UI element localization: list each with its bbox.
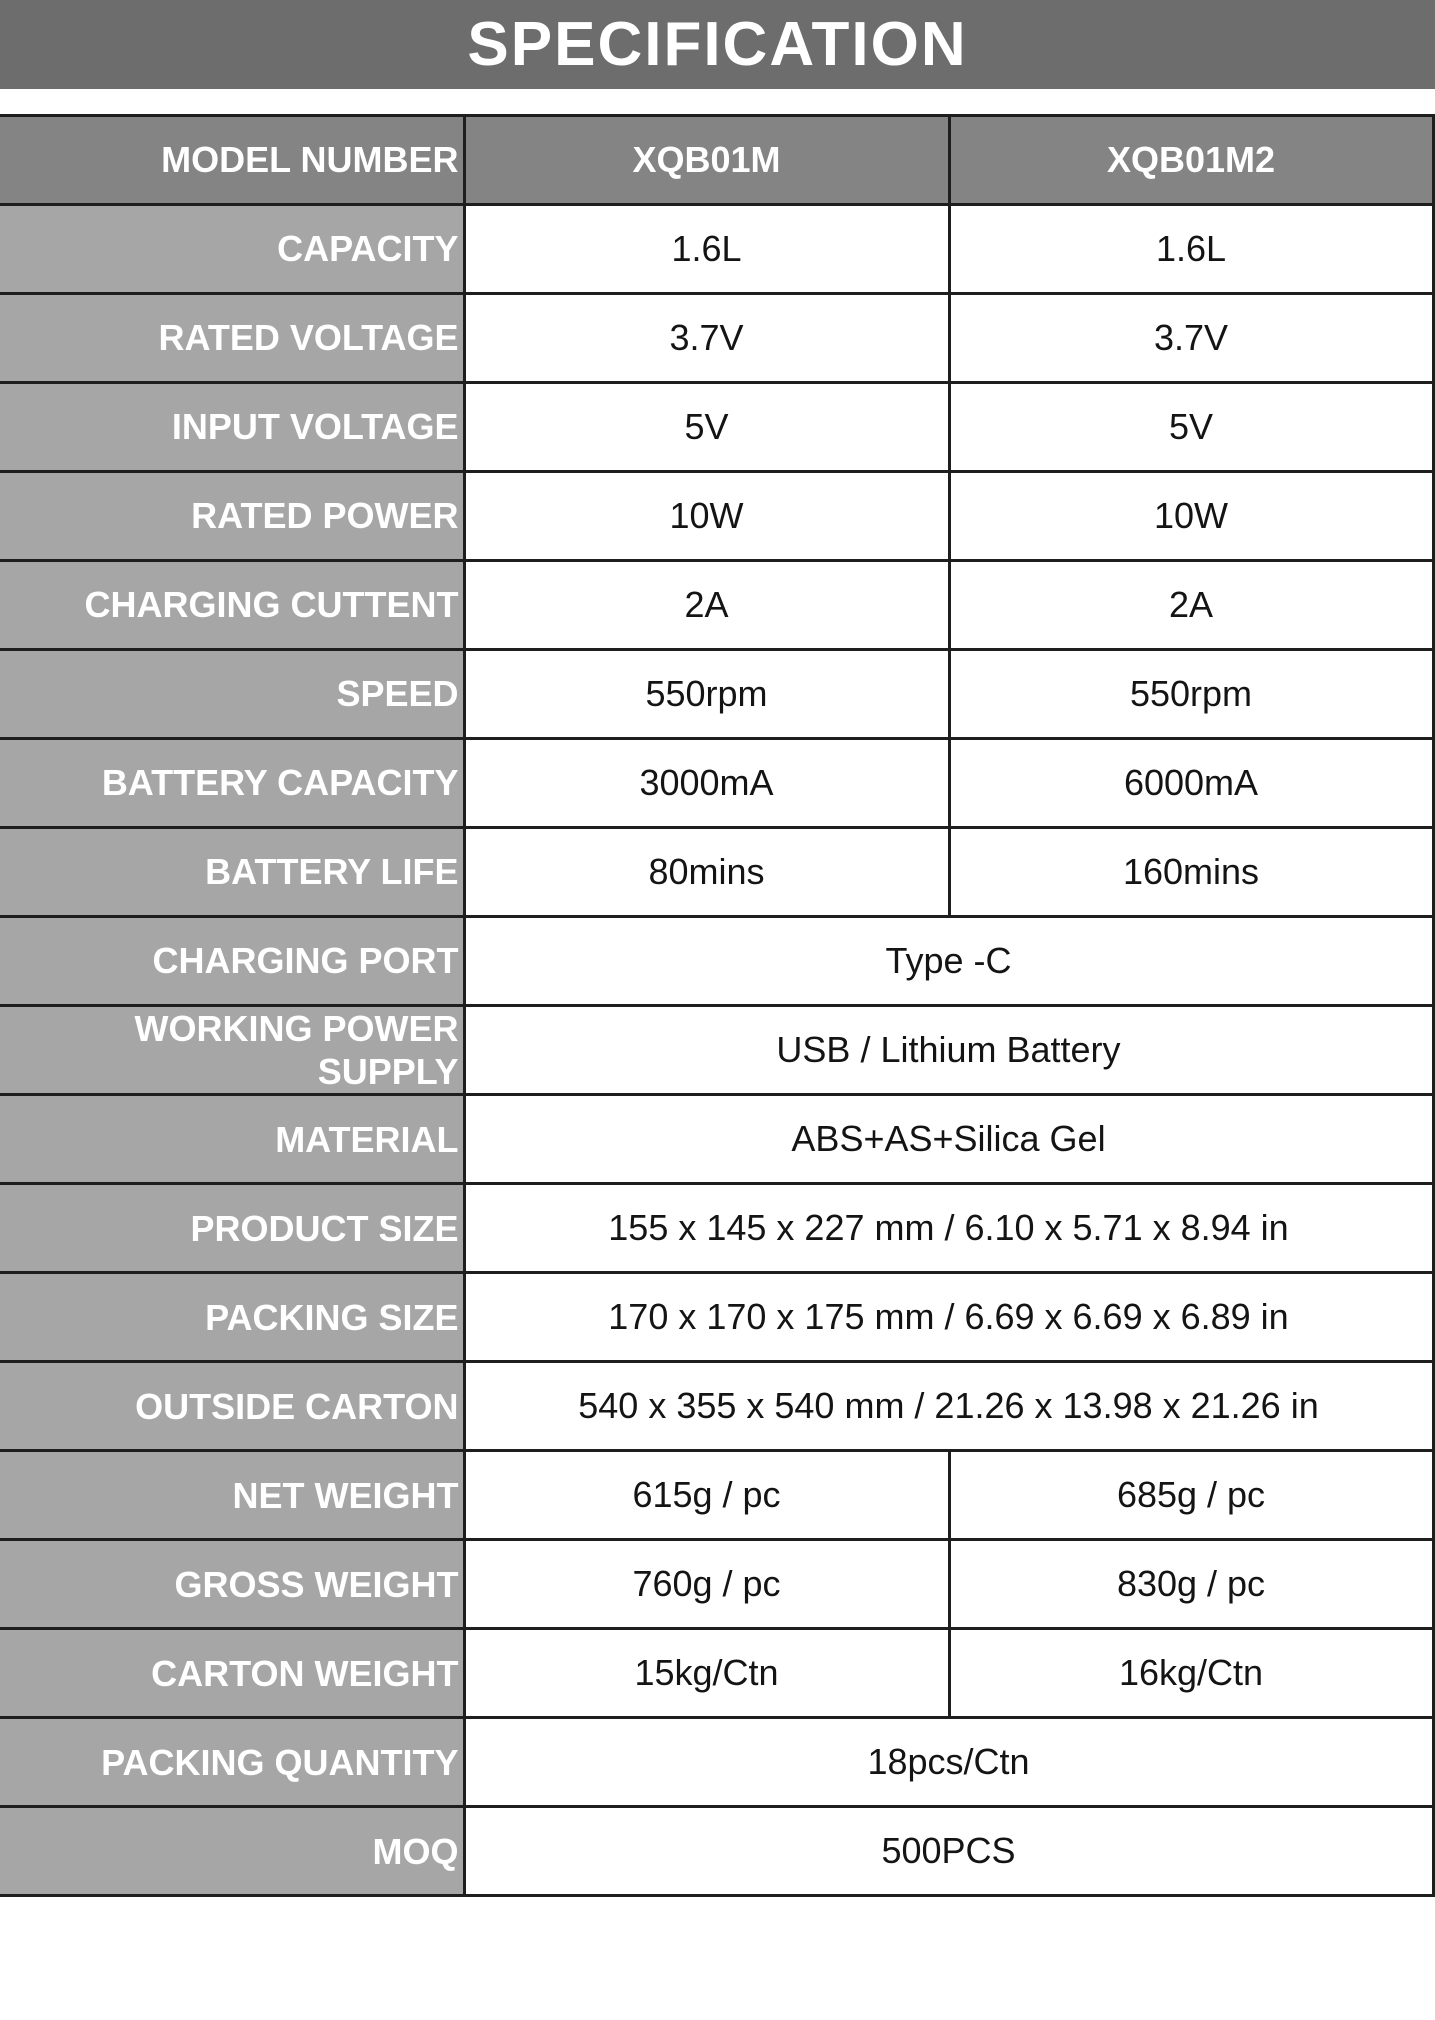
title-banner [0, 0, 1435, 89]
row-label [0, 1006, 464, 1095]
row-value: 760g / pc [464, 1540, 949, 1629]
row-value: 155 x 145 x 227 mm / 6.10 x 5.71 x 8.94 in [464, 1184, 1433, 1273]
row-value: 3.7V [949, 294, 1433, 383]
row-label: OUTSIDE CARTON [0, 1362, 464, 1451]
row-value: 550rpm [949, 650, 1433, 739]
model-xqb01m: XQB01M [464, 116, 949, 205]
row-value: 160mins [949, 828, 1433, 917]
row-value: 1.6L [949, 205, 1433, 294]
table-row [0, 917, 1433, 1006]
row-value: 80mins [464, 828, 949, 917]
row-value: 615g / pc [464, 1451, 949, 1540]
row-value: 550rpm [464, 650, 949, 739]
table-row [0, 1718, 1433, 1807]
table-header-row [0, 116, 1433, 205]
row-label: PACKING SIZE [0, 1273, 464, 1362]
page-title: SPECIFICATION [467, 9, 968, 79]
row-value: Type -C [464, 917, 1433, 1006]
row-label: CARTON WEIGHT [0, 1629, 464, 1718]
row-value: 5V [949, 383, 1433, 472]
table-row [0, 1006, 1433, 1095]
table-row [0, 739, 1433, 828]
row-value: 2A [949, 561, 1433, 650]
row-value: ABS+AS+Silica Gel [464, 1095, 1433, 1184]
row-value: 15kg/Ctn [464, 1629, 949, 1718]
header-label: MODEL NUMBER [0, 116, 464, 205]
row-label: SPEED [0, 650, 464, 739]
table-row [0, 472, 1433, 561]
row-value: 6000mA [949, 739, 1433, 828]
row-label: CAPACITY [0, 205, 464, 294]
row-label: NET WEIGHT [0, 1451, 464, 1540]
table-row [0, 1807, 1433, 1896]
row-label: CHARGING CUTTENT [0, 561, 464, 650]
row-label: PACKING QUANTITY [0, 1718, 464, 1807]
table-row [0, 1095, 1433, 1184]
row-label: PRODUCT SIZE [0, 1184, 464, 1273]
row-label: GROSS WEIGHT [0, 1540, 464, 1629]
row-label: BATTERY CAPACITY [0, 739, 464, 828]
row-value: 540 x 355 x 540 mm / 21.26 x 13.98 x 21.26 in [464, 1362, 1433, 1451]
table-row [0, 1362, 1433, 1451]
row-value: 10W [949, 472, 1433, 561]
row-label: RATED POWER [0, 472, 464, 561]
table-row [0, 205, 1433, 294]
row-value: 18pcs/Ctn [464, 1718, 1433, 1807]
row-value: 830g / pc [949, 1540, 1433, 1629]
row-label: MATERIAL [0, 1095, 464, 1184]
table-row [0, 1451, 1433, 1540]
row-value: 685g / pc [949, 1451, 1433, 1540]
row-label-line: SUPPLY [317, 1051, 459, 1093]
table-row [0, 1184, 1433, 1273]
table-row [0, 561, 1433, 650]
model-xqb01m2: XQB01M2 [949, 116, 1433, 205]
row-value: 10W [464, 472, 949, 561]
table-row [0, 1629, 1433, 1718]
row-label: CHARGING PORT [0, 917, 464, 1006]
row-label: INPUT VOLTAGE [0, 383, 464, 472]
table-row [0, 383, 1433, 472]
row-value: 3000mA [464, 739, 949, 828]
row-label: BATTERY LIFE [0, 828, 464, 917]
table-row [0, 294, 1433, 383]
row-value: 500PCS [464, 1807, 1433, 1896]
table-row [0, 1540, 1433, 1629]
table-row [0, 650, 1433, 739]
row-value: 3.7V [464, 294, 949, 383]
row-label: RATED VOLTAGE [0, 294, 464, 383]
row-label: MOQ [0, 1807, 464, 1896]
row-value: 16kg/Ctn [949, 1629, 1433, 1718]
table-row [0, 828, 1433, 917]
row-value: 5V [464, 383, 949, 472]
specification-table [0, 114, 1435, 1897]
row-value: 1.6L [464, 205, 949, 294]
row-label-line: WORKING POWER [134, 1008, 459, 1049]
row-value: 170 x 170 x 175 mm / 6.69 x 6.69 x 6.89 in [464, 1273, 1433, 1362]
table-row [0, 1273, 1433, 1362]
row-value: USB / Lithium Battery [464, 1006, 1433, 1095]
row-value: 2A [464, 561, 949, 650]
